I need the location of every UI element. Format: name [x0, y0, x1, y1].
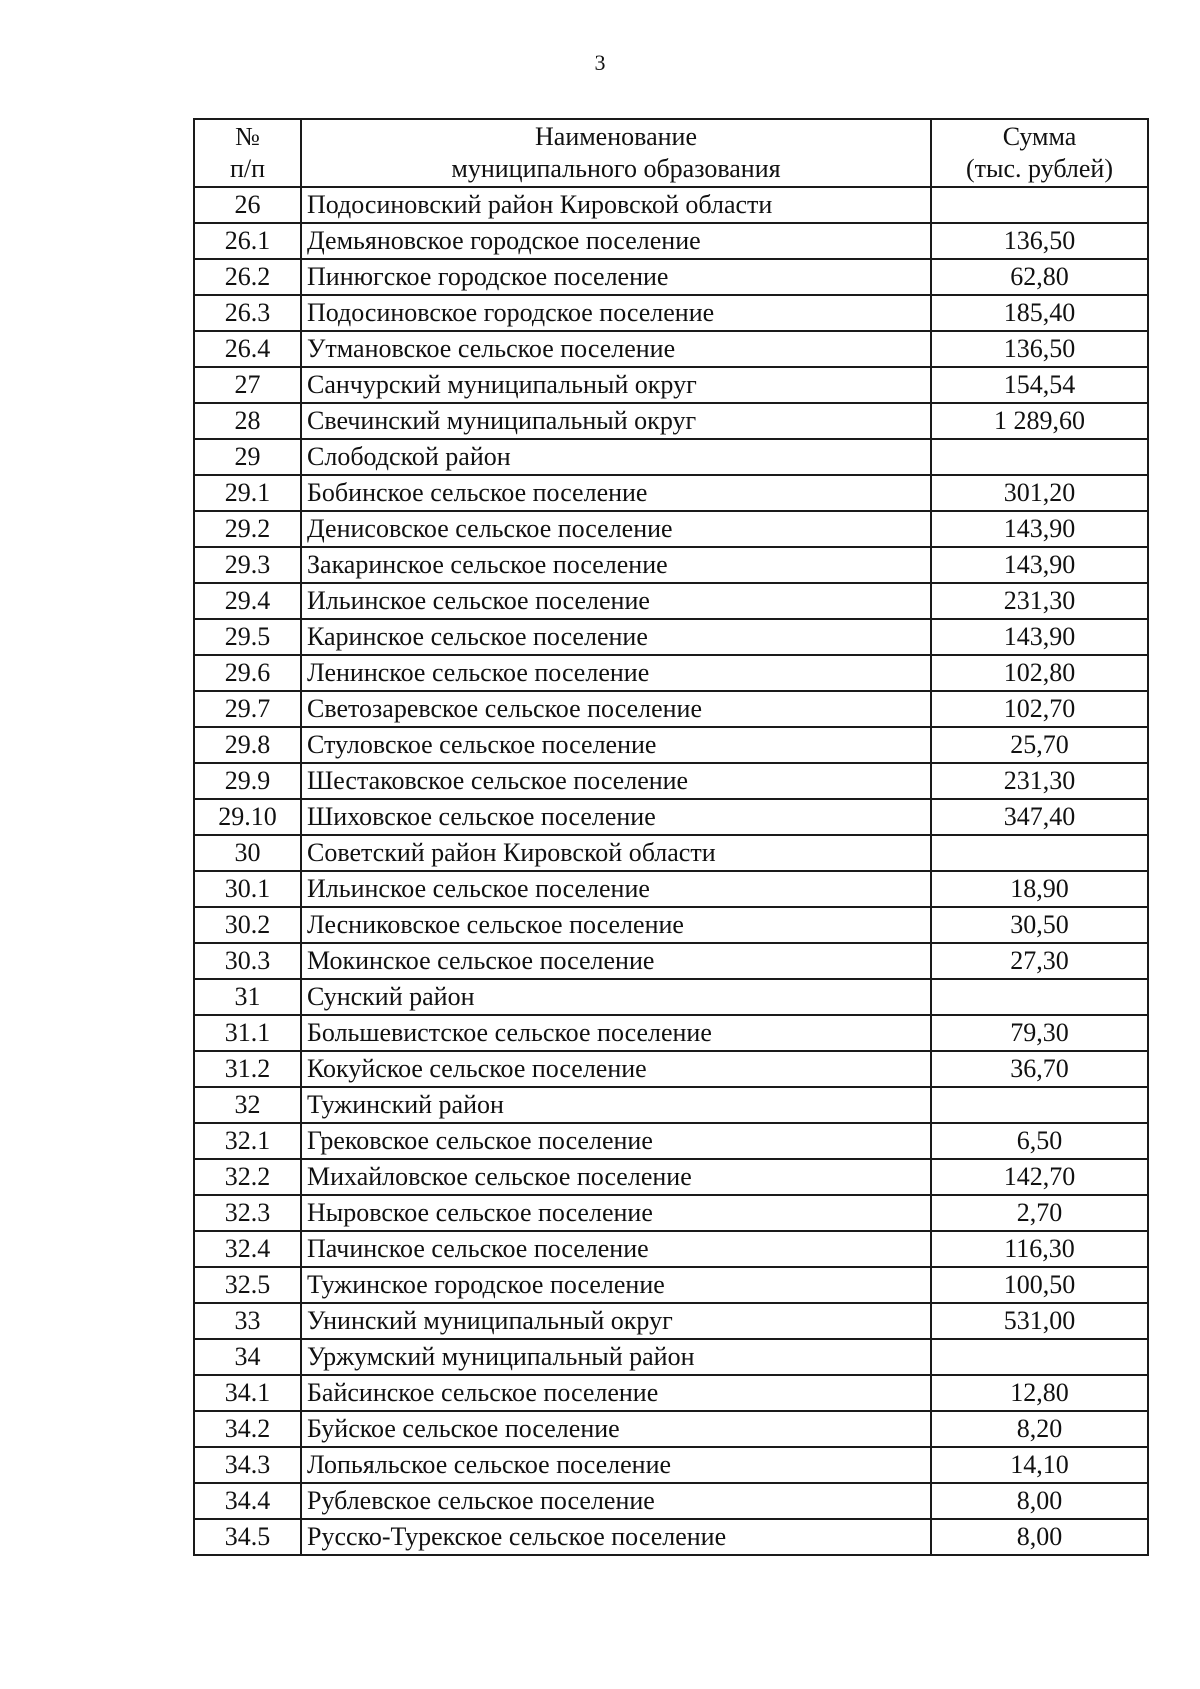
row-name: Ильинское сельское поселение — [301, 583, 931, 619]
table-row — [194, 1123, 1148, 1159]
row-name: Стуловское сельское поселение — [301, 727, 931, 763]
row-name: Подосиновский район Кировской области — [301, 187, 931, 223]
row-sum — [931, 979, 1148, 1015]
table-row — [194, 1195, 1148, 1231]
row-name: Уржумский муниципальный район — [301, 1339, 931, 1375]
table-row — [194, 1159, 1148, 1195]
table-row — [194, 871, 1148, 907]
page-number: 3 — [594, 50, 606, 75]
row-number: 29.1 — [194, 475, 301, 511]
row-number: 34.2 — [194, 1411, 301, 1447]
row-name: Михайловское сельское поселение — [301, 1159, 931, 1195]
row-name: Байсинское сельское поселение — [301, 1375, 931, 1411]
row-name: Санчурский муниципальный округ — [301, 367, 931, 403]
table-row — [194, 943, 1148, 979]
row-sum: 231,30 — [931, 763, 1148, 799]
table-row — [194, 1519, 1148, 1555]
row-number: 29.9 — [194, 763, 301, 799]
row-sum: 8,00 — [931, 1519, 1148, 1555]
row-name: Тужинский район — [301, 1087, 931, 1123]
row-number: 34.1 — [194, 1375, 301, 1411]
row-name: Унинский муниципальный округ — [301, 1303, 931, 1339]
row-name: Слободской район — [301, 439, 931, 475]
table-row — [194, 187, 1148, 223]
table-body — [194, 187, 1148, 1555]
header-sum — [931, 119, 1148, 187]
row-sum: 14,10 — [931, 1447, 1148, 1483]
row-sum: 136,50 — [931, 331, 1148, 367]
allocation-table — [193, 118, 1149, 1556]
table-row — [194, 619, 1148, 655]
table-row — [194, 691, 1148, 727]
row-sum: 136,50 — [931, 223, 1148, 259]
row-sum: 8,00 — [931, 1483, 1148, 1519]
row-number: 31.1 — [194, 1015, 301, 1051]
row-name: Ленинское сельское поселение — [301, 655, 931, 691]
row-name: Советский район Кировской области — [301, 835, 931, 871]
row-sum: 116,30 — [931, 1231, 1148, 1267]
table-row — [194, 1015, 1148, 1051]
row-sum: 30,50 — [931, 907, 1148, 943]
table-row — [194, 655, 1148, 691]
row-number: 27 — [194, 367, 301, 403]
table-row — [194, 295, 1148, 331]
row-name: Тужинское городское поселение — [301, 1267, 931, 1303]
row-sum: 102,80 — [931, 655, 1148, 691]
row-number: 30.2 — [194, 907, 301, 943]
row-sum: 79,30 — [931, 1015, 1148, 1051]
row-number: 29.2 — [194, 511, 301, 547]
row-number: 29.5 — [194, 619, 301, 655]
row-name: Мокинское сельское поселение — [301, 943, 931, 979]
row-sum: 143,90 — [931, 511, 1148, 547]
table-row — [194, 331, 1148, 367]
row-sum: 6,50 — [931, 1123, 1148, 1159]
row-number: 32.5 — [194, 1267, 301, 1303]
row-sum: 102,70 — [931, 691, 1148, 727]
row-name: Рублевское сельское поселение — [301, 1483, 931, 1519]
row-number: 30.1 — [194, 871, 301, 907]
table-row — [194, 1447, 1148, 1483]
row-number: 26.4 — [194, 331, 301, 367]
table-row — [194, 1267, 1148, 1303]
header-number-line1: № — [235, 122, 260, 151]
row-name: Лопьяльское сельское поселение — [301, 1447, 931, 1483]
row-name: Пачинское сельское поселение — [301, 1231, 931, 1267]
table-row — [194, 583, 1148, 619]
row-number: 32.3 — [194, 1195, 301, 1231]
table-row — [194, 1483, 1148, 1519]
row-number: 32.4 — [194, 1231, 301, 1267]
row-name: Утмановское сельское поселение — [301, 331, 931, 367]
table-row — [194, 799, 1148, 835]
row-name: Пинюгское городское поселение — [301, 259, 931, 295]
table-row — [194, 439, 1148, 475]
row-name: Кокуйское сельское поселение — [301, 1051, 931, 1087]
row-sum: 62,80 — [931, 259, 1148, 295]
header-name-line2: муниципального образования — [451, 154, 781, 183]
row-number: 26 — [194, 187, 301, 223]
row-name: Демьяновское городское поселение — [301, 223, 931, 259]
row-name: Лесниковское сельское поселение — [301, 907, 931, 943]
header-name-line1: Наименование — [535, 122, 697, 151]
table-row — [194, 259, 1148, 295]
row-sum — [931, 1087, 1148, 1123]
row-number: 34.3 — [194, 1447, 301, 1483]
row-number: 32 — [194, 1087, 301, 1123]
row-sum: 301,20 — [931, 475, 1148, 511]
row-sum: 100,50 — [931, 1267, 1148, 1303]
row-sum — [931, 835, 1148, 871]
row-number: 29 — [194, 439, 301, 475]
table-header — [194, 119, 1148, 187]
table-row — [194, 1303, 1148, 1339]
table-row — [194, 1051, 1148, 1087]
row-number: 31 — [194, 979, 301, 1015]
row-sum: 2,70 — [931, 1195, 1148, 1231]
row-number: 29.8 — [194, 727, 301, 763]
row-name: Шестаковское сельское поселение — [301, 763, 931, 799]
table-row — [194, 835, 1148, 871]
table-row — [194, 727, 1148, 763]
row-name: Грековское сельское поселение — [301, 1123, 931, 1159]
row-name: Бобинское сельское поселение — [301, 475, 931, 511]
row-sum — [931, 1339, 1148, 1375]
header-row — [194, 119, 1148, 187]
row-sum: 185,40 — [931, 295, 1148, 331]
header-name — [301, 119, 931, 187]
table-row — [194, 1339, 1148, 1375]
table-row — [194, 223, 1148, 259]
row-number: 26.2 — [194, 259, 301, 295]
row-name: Денисовское сельское поселение — [301, 511, 931, 547]
row-sum: 18,90 — [931, 871, 1148, 907]
row-sum: 12,80 — [931, 1375, 1148, 1411]
row-sum: 347,40 — [931, 799, 1148, 835]
row-sum: 1 289,60 — [931, 403, 1148, 439]
row-number: 34.5 — [194, 1519, 301, 1555]
row-number: 33 — [194, 1303, 301, 1339]
row-sum: 36,70 — [931, 1051, 1148, 1087]
row-name: Каринское сельское поселение — [301, 619, 931, 655]
row-number: 26.1 — [194, 223, 301, 259]
table-row — [194, 367, 1148, 403]
table-row — [194, 403, 1148, 439]
row-number: 32.1 — [194, 1123, 301, 1159]
row-sum: 231,30 — [931, 583, 1148, 619]
header-sum-line2: (тыс. рублей) — [965, 154, 1113, 183]
row-number: 29.10 — [194, 799, 301, 835]
row-number: 30 — [194, 835, 301, 871]
row-number: 30.3 — [194, 943, 301, 979]
table-row — [194, 979, 1148, 1015]
table-row — [194, 547, 1148, 583]
table-row — [194, 475, 1148, 511]
header-number-line2: п/п — [229, 154, 266, 183]
row-name: Закаринское сельское поселение — [301, 547, 931, 583]
row-sum: 143,90 — [931, 619, 1148, 655]
table-row — [194, 1375, 1148, 1411]
row-number: 29.7 — [194, 691, 301, 727]
row-name: Свечинский муниципальный округ — [301, 403, 931, 439]
row-name: Сунский район — [301, 979, 931, 1015]
row-name: Светозаревское сельское поселение — [301, 691, 931, 727]
row-name: Подосиновское городское поселение — [301, 295, 931, 331]
header-sum-line1: Сумма — [1002, 122, 1077, 151]
row-name: Шиховское сельское поселение — [301, 799, 931, 835]
table-row — [194, 1231, 1148, 1267]
row-name: Буйское сельское поселение — [301, 1411, 931, 1447]
row-sum: 27,30 — [931, 943, 1148, 979]
row-sum: 143,90 — [931, 547, 1148, 583]
row-sum: 154,54 — [931, 367, 1148, 403]
table-row — [194, 907, 1148, 943]
row-sum — [931, 187, 1148, 223]
table-row — [194, 1087, 1148, 1123]
row-name: Ныровское сельское поселение — [301, 1195, 931, 1231]
row-number: 34.4 — [194, 1483, 301, 1519]
row-number: 34 — [194, 1339, 301, 1375]
table-row — [194, 511, 1148, 547]
row-number: 28 — [194, 403, 301, 439]
table-row — [194, 763, 1148, 799]
row-number: 29.4 — [194, 583, 301, 619]
row-number: 31.2 — [194, 1051, 301, 1087]
table-row — [194, 1411, 1148, 1447]
row-name: Русско-Турекское сельское поселение — [301, 1519, 931, 1555]
row-number: 32.2 — [194, 1159, 301, 1195]
row-sum: 142,70 — [931, 1159, 1148, 1195]
row-sum: 531,00 — [931, 1303, 1148, 1339]
row-number: 26.3 — [194, 295, 301, 331]
row-name: Большевистское сельское поселение — [301, 1015, 931, 1051]
row-sum: 8,20 — [931, 1411, 1148, 1447]
row-sum — [931, 439, 1148, 475]
row-sum: 25,70 — [931, 727, 1148, 763]
row-number: 29.3 — [194, 547, 301, 583]
row-number: 29.6 — [194, 655, 301, 691]
header-number — [194, 119, 301, 187]
row-name: Ильинское сельское поселение — [301, 871, 931, 907]
